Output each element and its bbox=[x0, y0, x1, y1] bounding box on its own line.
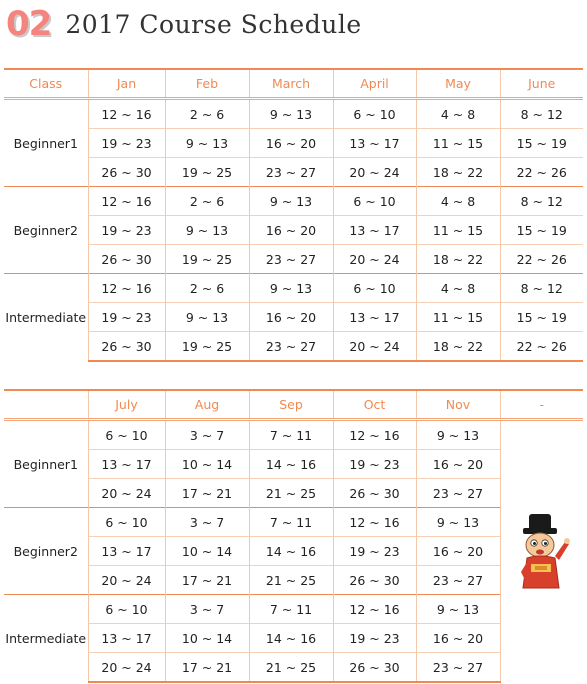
date-range-cell: 12 ~ 16 bbox=[333, 595, 416, 624]
table-row bbox=[4, 274, 583, 303]
date-range-cell: 16 ~ 20 bbox=[416, 450, 500, 479]
table-row bbox=[4, 653, 583, 683]
date-range-cell: 13 ~ 17 bbox=[333, 129, 416, 158]
date-range-cell: 18 ~ 22 bbox=[416, 158, 500, 187]
date-range-cell: 9 ~ 13 bbox=[165, 216, 249, 245]
section-number: 02 bbox=[6, 4, 52, 44]
table-row bbox=[4, 303, 583, 332]
date-range-cell: 4 ~ 8 bbox=[416, 99, 500, 129]
date-range-cell: 13 ~ 17 bbox=[333, 303, 416, 332]
table-row bbox=[4, 245, 583, 274]
date-range-cell: 20 ~ 24 bbox=[333, 158, 416, 187]
date-range-cell: 9 ~ 13 bbox=[416, 420, 500, 450]
date-range-cell: 23 ~ 27 bbox=[416, 479, 500, 508]
date-range-cell: 19 ~ 25 bbox=[165, 245, 249, 274]
date-range-cell: 20 ~ 24 bbox=[333, 245, 416, 274]
month-header: July bbox=[88, 390, 165, 420]
month-header: March bbox=[249, 69, 333, 99]
table-row bbox=[4, 187, 583, 216]
date-range-cell: 23 ~ 27 bbox=[416, 653, 500, 683]
date-range-cell: 3 ~ 7 bbox=[165, 595, 249, 624]
table-row bbox=[4, 420, 583, 450]
date-range-cell: 9 ~ 13 bbox=[416, 508, 500, 537]
date-range-cell: 9 ~ 13 bbox=[416, 595, 500, 624]
date-range-cell: 22 ~ 26 bbox=[500, 332, 583, 362]
date-range-cell: 23 ~ 27 bbox=[249, 245, 333, 274]
date-range-cell: 20 ~ 24 bbox=[88, 653, 165, 683]
date-range-cell: 12 ~ 16 bbox=[88, 99, 165, 129]
date-range-cell: 8 ~ 12 bbox=[500, 274, 583, 303]
date-range-cell: 20 ~ 24 bbox=[333, 332, 416, 362]
date-range-cell: 8 ~ 12 bbox=[500, 187, 583, 216]
date-range-cell: 4 ~ 8 bbox=[416, 187, 500, 216]
date-range-cell: 16 ~ 20 bbox=[416, 537, 500, 566]
date-range-cell: 3 ~ 7 bbox=[165, 420, 249, 450]
date-range-cell: 17 ~ 21 bbox=[165, 566, 249, 595]
date-range-cell: 26 ~ 30 bbox=[333, 566, 416, 595]
date-range-cell: 12 ~ 16 bbox=[88, 274, 165, 303]
month-header: Oct bbox=[333, 390, 416, 420]
date-range-cell: 16 ~ 20 bbox=[249, 129, 333, 158]
month-header: Feb bbox=[165, 69, 249, 99]
date-range-cell: 7 ~ 11 bbox=[249, 595, 333, 624]
table-row bbox=[4, 595, 583, 624]
date-range-cell: 11 ~ 15 bbox=[416, 303, 500, 332]
date-range-cell: 10 ~ 14 bbox=[165, 450, 249, 479]
date-range-cell: 19 ~ 25 bbox=[165, 332, 249, 362]
level-label: Intermediate bbox=[4, 595, 88, 683]
table-row bbox=[4, 216, 583, 245]
month-header: Sep bbox=[249, 390, 333, 420]
date-range-cell: 22 ~ 26 bbox=[500, 245, 583, 274]
page-header bbox=[6, 2, 362, 46]
month-header: Jan bbox=[88, 69, 165, 99]
date-range-cell: 19 ~ 23 bbox=[333, 537, 416, 566]
date-range-cell: 26 ~ 30 bbox=[88, 158, 165, 187]
month-header: May bbox=[416, 69, 500, 99]
level-label: Beginner2 bbox=[4, 508, 88, 595]
date-range-cell: 20 ~ 24 bbox=[88, 479, 165, 508]
date-range-cell: 15 ~ 19 bbox=[500, 303, 583, 332]
date-range-cell: 19 ~ 23 bbox=[88, 129, 165, 158]
date-range-cell: 21 ~ 25 bbox=[249, 479, 333, 508]
date-range-cell: 10 ~ 14 bbox=[165, 537, 249, 566]
date-range-cell: 9 ~ 13 bbox=[249, 99, 333, 129]
table-row bbox=[4, 129, 583, 158]
date-range-cell: 19 ~ 23 bbox=[333, 450, 416, 479]
month-header: Nov bbox=[416, 390, 500, 420]
date-range-cell: 4 ~ 8 bbox=[416, 274, 500, 303]
date-range-cell: 7 ~ 11 bbox=[249, 508, 333, 537]
month-header: June bbox=[500, 69, 583, 99]
schedule-table-first-half bbox=[4, 68, 583, 362]
date-range-cell: 11 ~ 15 bbox=[416, 216, 500, 245]
mascot-character-icon bbox=[511, 512, 573, 592]
table-row bbox=[4, 508, 583, 537]
date-range-cell: 3 ~ 7 bbox=[165, 508, 249, 537]
date-range-cell: 26 ~ 30 bbox=[88, 245, 165, 274]
date-range-cell: 9 ~ 13 bbox=[249, 274, 333, 303]
month-header: Aug bbox=[165, 390, 249, 420]
table-row bbox=[4, 450, 583, 479]
date-range-cell: 6 ~ 10 bbox=[88, 508, 165, 537]
date-range-cell: 8 ~ 12 bbox=[500, 99, 583, 129]
date-range-cell: 23 ~ 27 bbox=[249, 158, 333, 187]
date-range-cell: 16 ~ 20 bbox=[249, 303, 333, 332]
level-label: Beginner1 bbox=[4, 420, 88, 508]
date-range-cell: 12 ~ 16 bbox=[88, 187, 165, 216]
date-range-cell: 10 ~ 14 bbox=[165, 624, 249, 653]
date-range-cell: 21 ~ 25 bbox=[249, 653, 333, 683]
date-range-cell: 26 ~ 30 bbox=[333, 479, 416, 508]
date-range-cell: 13 ~ 17 bbox=[88, 624, 165, 653]
date-range-cell: 21 ~ 25 bbox=[249, 566, 333, 595]
level-label: Beginner2 bbox=[4, 187, 88, 274]
date-range-cell: 14 ~ 16 bbox=[249, 624, 333, 653]
date-range-cell: 15 ~ 19 bbox=[500, 129, 583, 158]
table-row bbox=[4, 537, 583, 566]
date-range-cell: 9 ~ 13 bbox=[249, 187, 333, 216]
date-range-cell: 23 ~ 27 bbox=[249, 332, 333, 362]
date-range-cell: 23 ~ 27 bbox=[416, 566, 500, 595]
header-class bbox=[4, 390, 88, 420]
date-range-cell: 14 ~ 16 bbox=[249, 450, 333, 479]
date-range-cell: 9 ~ 13 bbox=[165, 129, 249, 158]
date-range-cell: 17 ~ 21 bbox=[165, 479, 249, 508]
date-range-cell: 14 ~ 16 bbox=[249, 537, 333, 566]
date-range-cell: 19 ~ 23 bbox=[88, 216, 165, 245]
table-row bbox=[4, 158, 583, 187]
date-range-cell: 7 ~ 11 bbox=[249, 420, 333, 450]
date-range-cell: 2 ~ 6 bbox=[165, 99, 249, 129]
date-range-cell: 18 ~ 22 bbox=[416, 332, 500, 362]
date-range-cell: 6 ~ 10 bbox=[88, 595, 165, 624]
page-title: 2017 Course Schedule bbox=[65, 9, 362, 39]
date-range-cell: 22 ~ 26 bbox=[500, 158, 583, 187]
date-range-cell: 11 ~ 15 bbox=[416, 129, 500, 158]
date-range-cell: 17 ~ 21 bbox=[165, 653, 249, 683]
mascot-cell bbox=[500, 420, 583, 683]
date-range-cell: 16 ~ 20 bbox=[416, 624, 500, 653]
level-label: Intermediate bbox=[4, 274, 88, 362]
schedule-table-second-half bbox=[4, 389, 583, 683]
date-range-cell: 13 ~ 17 bbox=[333, 216, 416, 245]
table-row bbox=[4, 566, 583, 595]
date-range-cell: 6 ~ 10 bbox=[333, 187, 416, 216]
date-range-cell: 9 ~ 13 bbox=[165, 303, 249, 332]
date-range-cell: 13 ~ 17 bbox=[88, 450, 165, 479]
date-range-cell: 13 ~ 17 bbox=[88, 537, 165, 566]
table-row bbox=[4, 624, 583, 653]
date-range-cell: 19 ~ 23 bbox=[333, 624, 416, 653]
date-range-cell: 12 ~ 16 bbox=[333, 508, 416, 537]
table-row bbox=[4, 479, 583, 508]
date-range-cell: 6 ~ 10 bbox=[333, 274, 416, 303]
date-range-cell: 6 ~ 10 bbox=[88, 420, 165, 450]
month-header: - bbox=[500, 390, 583, 420]
date-range-cell: 18 ~ 22 bbox=[416, 245, 500, 274]
date-range-cell: 19 ~ 23 bbox=[88, 303, 165, 332]
table-row bbox=[4, 332, 583, 362]
date-range-cell: 12 ~ 16 bbox=[333, 420, 416, 450]
level-label: Beginner1 bbox=[4, 99, 88, 187]
date-range-cell: 15 ~ 19 bbox=[500, 216, 583, 245]
header-class: Class bbox=[29, 76, 63, 91]
table-row bbox=[4, 99, 583, 129]
month-header: April bbox=[333, 69, 416, 99]
date-range-cell: 2 ~ 6 bbox=[165, 187, 249, 216]
date-range-cell: 19 ~ 25 bbox=[165, 158, 249, 187]
date-range-cell: 2 ~ 6 bbox=[165, 274, 249, 303]
date-range-cell: 16 ~ 20 bbox=[249, 216, 333, 245]
date-range-cell: 20 ~ 24 bbox=[88, 566, 165, 595]
date-range-cell: 6 ~ 10 bbox=[333, 99, 416, 129]
date-range-cell: 26 ~ 30 bbox=[333, 653, 416, 683]
date-range-cell: 26 ~ 30 bbox=[88, 332, 165, 362]
